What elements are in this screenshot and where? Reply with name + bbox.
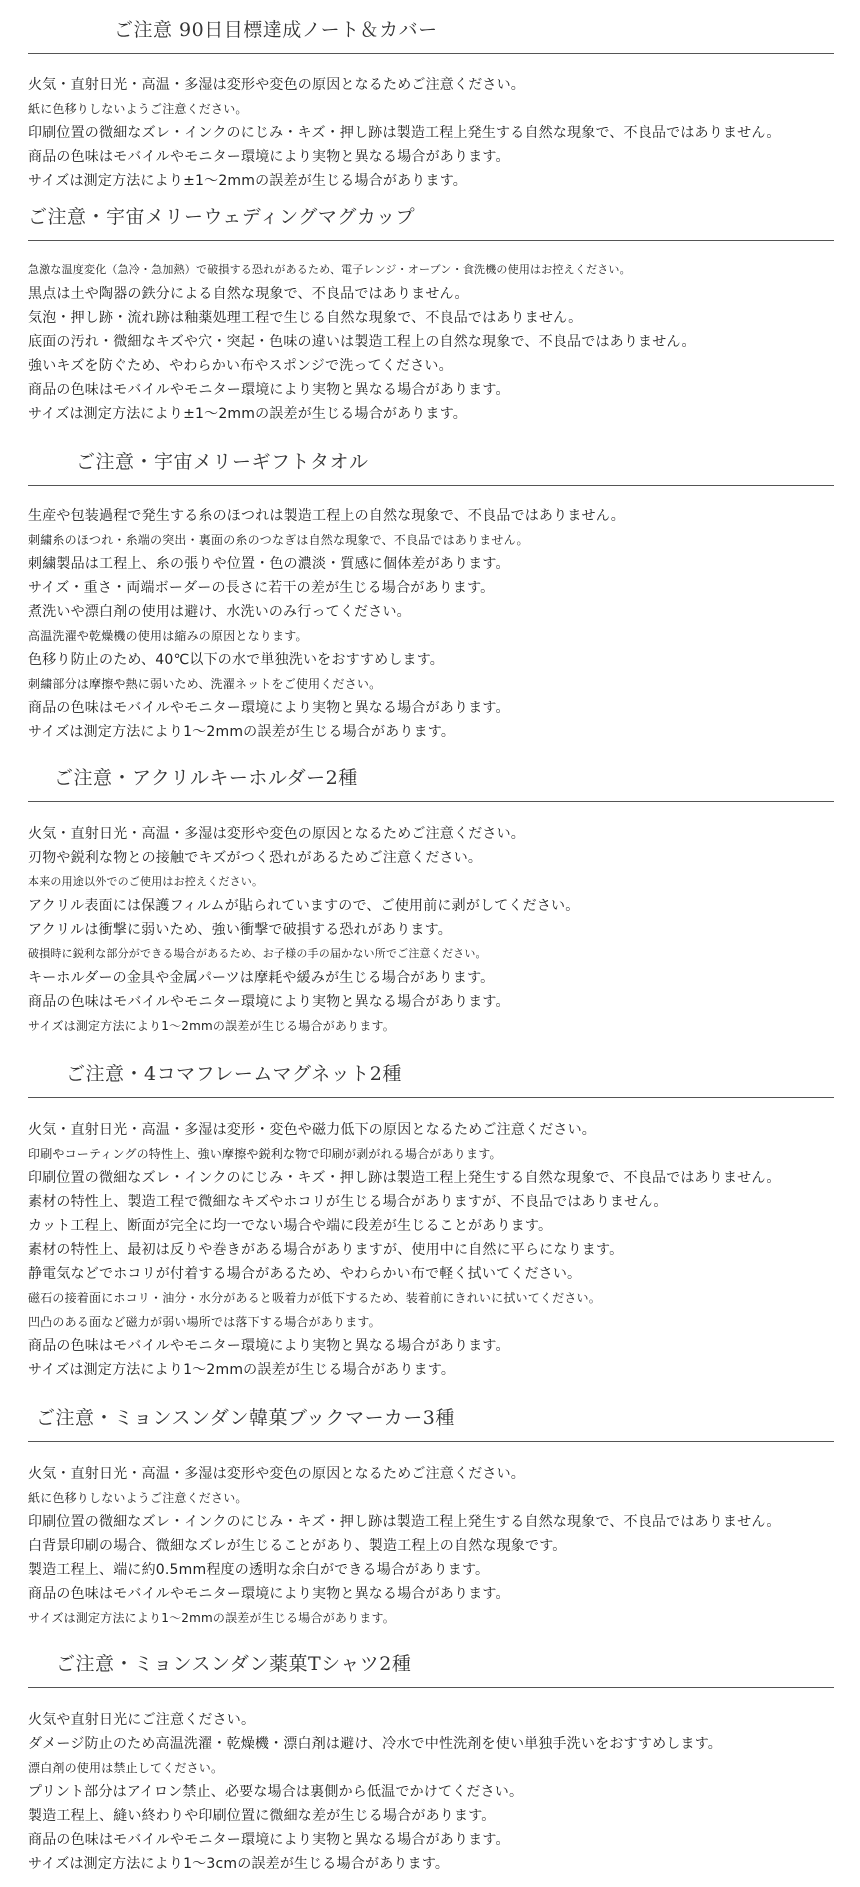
section-title: ご注意 90日目標達成ノート＆カバー [114,19,438,41]
notice-line: キーホルダーの金具や金属パーツは摩耗や緩みが生じる場合があります。 [28,970,495,986]
notice-section-tshirt [28,1648,834,1876]
notice-line: 製造工程上、縫い終わりや印刷位置に微細な差が生じる場合があります。 [28,1808,496,1824]
notice-section-towel [28,446,834,744]
notice-line: サイズは測定方法により1〜2mmの誤差が生じる場合があります。 [28,1611,395,1625]
section-title: ご注意・ミョンスンダン薬菓Tシャツ2種 [56,1653,412,1675]
section-heading [28,1648,834,1688]
section-heading [28,201,834,241]
notice-line: サイズは測定方法により1〜3cmの誤差が生じる場合があります。 [28,1856,450,1872]
section-heading [28,1402,834,1442]
notice-line: サイズは測定方法により±1〜2mmの誤差が生じる場合があります。 [28,173,467,189]
notice-line: 静電気などでホコリが付着する場合があるため、やわらかい布で軽く拭いてください。 [28,1266,582,1282]
notice-line: 強いキズを防ぐため、やわらかい布やスポンジで洗ってください。 [28,358,453,374]
notice-section-notebook [28,14,834,193]
notice-list [28,802,834,1038]
notice-line: 生産や包装過程で発生する糸のほつれは製造工程上の自然な現象で、不良品ではありません。 [28,508,625,524]
notice-line: 印刷位置の微細なズレ・インクのにじみ・キズ・押し跡は製造工程上発生する自然な現象で、不良品ではありません。 [28,125,781,141]
notice-list [28,241,834,426]
section-heading [28,14,834,54]
section-title: ご注意・宇宙メリーギフトタオル [76,451,369,473]
notice-line: 商品の色味はモバイルやモニター環境により実物と異なる場合があります。 [28,700,510,716]
notice-line: 急激な温度変化（急冷・急加熱）で破損する恐れがあるため、電子レンジ・オーブン・食洗機の使用はお控えください。 [28,263,631,276]
notice-line: 高温洗濯や乾燥機の使用は縮みの原因となります。 [28,629,308,643]
section-title: ご注意・宇宙メリーウェディングマグカップ [28,206,416,228]
notice-line: 商品の色味はモバイルやモニター環境により実物と異なる場合があります。 [28,149,510,165]
notice-line: 商品の色味はモバイルやモニター環境により実物と異なる場合があります。 [28,1586,510,1602]
notice-line: 刺繍製品は工程上、糸の張りや位置・色の濃淡・質感に個体差があります。 [28,556,510,572]
section-title: ご注意・4コマフレームマグネット2種 [66,1063,402,1085]
section-heading [28,446,834,486]
notice-list [28,1688,834,1876]
notice-line: 火気・直射日光・高温・多湿は変形や変色の原因となるためご注意ください。 [28,826,525,842]
section-title: ご注意・アクリルキーホルダー2種 [54,767,358,789]
notice-line: 磁石の接着面にホコリ・油分・水分があると吸着力が低下するため、装着前にきれいに拭いてください。 [28,1291,601,1305]
section-heading [28,762,834,802]
notice-line: 素材の特性上、最初は反りや巻きがある場合がありますが、使用中に自然に平らになります。 [28,1242,624,1258]
notice-line: 気泡・押し跡・流れ跡は釉薬処理工程で生じる自然な現象で、不良品ではありません。 [28,310,583,326]
notice-section-magnet [28,1058,834,1382]
section-title: ご注意・ミョンスンダン韓菓ブックマーカー3種 [36,1407,455,1429]
notice-line: 黒点は土や陶器の鉄分による自然な現象で、不良品ではありません。 [28,286,469,302]
notice-line: 刺繍部分は摩擦や熱に弱いため、洗濯ネットをご使用ください。 [28,677,382,691]
notice-line: サイズ・重さ・両端ボーダーの長さに若干の差が生じる場合があります。 [28,580,495,596]
notice-line: 破損時に鋭利な部分ができる場合があるため、お子様の手の届かない所でご注意ください。 [28,947,487,960]
notice-line: 印刷やコーティングの特性上、強い摩擦や鋭利な物で印刷が剥がれる場合があります。 [28,1147,502,1161]
notice-line: 素材の特性上、製造工程で微細なキズやホコリが生じる場合がありますが、不良品ではありません。 [28,1194,668,1210]
notice-line: 紙に色移りしないようご注意ください。 [28,102,248,116]
notice-line: 製造工程上、端に約0.5mm程度の透明な余白ができる場合があります。 [28,1562,490,1578]
notice-line: 刺繍糸のほつれ・糸端の突出・裏面の糸のつなぎは自然な現象で、不良品ではありません。 [28,533,529,547]
notice-line: 紙に色移りしないようご注意ください。 [28,1491,248,1505]
notice-line: 火気・直射日光・高温・多湿は変形・変色や磁力低下の原因となるためご注意ください。 [28,1122,596,1138]
notice-line: サイズは測定方法により1〜2mmの誤差が生じる場合があります。 [28,724,456,740]
notice-list [28,54,834,193]
notice-line: 商品の色味はモバイルやモニター環境により実物と異なる場合があります。 [28,382,510,398]
notice-line: 煮洗いや漂白剤の使用は避け、水洗いのみ行ってください。 [28,604,411,620]
notice-line: サイズは測定方法により±1〜2mmの誤差が生じる場合があります。 [28,406,467,422]
notice-line: プリント部分はアイロン禁止、必要な場合は裏側から低温でかけてください。 [28,1784,524,1800]
notice-line: 漂白剤の使用は禁止してください。 [28,1761,224,1775]
notice-line: 火気・直射日光・高温・多湿は変形や変色の原因となるためご注意ください。 [28,77,525,93]
notice-line: 本来の用途以外でのご使用はお控えください。 [28,875,264,888]
notice-line: 火気や直射日光にご注意ください。 [28,1712,256,1728]
notice-section-bookmarker [28,1402,834,1630]
notice-line: 白背景印刷の場合、微細なズレが生じることがあり、製造工程上の自然な現象です。 [28,1538,567,1554]
notice-line: 色移り防止のため、40℃以下の水で単独洗いをおすすめします。 [28,652,444,668]
section-heading [28,1058,834,1098]
notice-line: 火気・直射日光・高温・多湿は変形や変色の原因となるためご注意ください。 [28,1466,525,1482]
notice-line: アクリルは衝撃に弱いため、強い衝撃で破損する恐れがあります。 [28,922,452,938]
notice-list [28,486,834,744]
notice-line: サイズは測定方法により1〜2mmの誤差が生じる場合があります。 [28,1362,456,1378]
notice-section-keyholder [28,762,834,1038]
notice-line: 商品の色味はモバイルやモニター環境により実物と異なる場合があります。 [28,1832,510,1848]
notice-line: 凹凸のある面など磁力が弱い場所では落下する場合があります。 [28,1315,381,1329]
notice-line: 商品の色味はモバイルやモニター環境により実物と異なる場合があります。 [28,1338,510,1354]
notice-line: サイズは測定方法により1〜2mmの誤差が生じる場合があります。 [28,1019,395,1033]
notice-line: ダメージ防止のため高温洗濯・乾燥機・漂白剤は避け、冷水で中性洗剤を使い単独手洗いをおすすめします。 [28,1736,722,1752]
notice-section-mugcup [28,201,834,426]
notice-line: アクリル表面には保護フィルムが貼られていますので、ご使用前に剥がしてください。 [28,898,580,914]
notice-list [28,1442,834,1630]
notice-line: 印刷位置の微細なズレ・インクのにじみ・キズ・押し跡は製造工程上発生する自然な現象で、不良品ではありません。 [28,1514,781,1530]
notice-list [28,1098,834,1382]
notice-line: 印刷位置の微細なズレ・インクのにじみ・キズ・押し跡は製造工程上発生する自然な現象で、不良品ではありません。 [28,1170,781,1186]
notice-line: 刃物や鋭利な物との接触でキズがつく恐れがあるためご注意ください。 [28,850,483,866]
notice-line: カット工程上、断面が完全に均一でない場合や端に段差が生じることがあります。 [28,1218,553,1234]
notice-line: 底面の汚れ・微細なキズや穴・突起・色味の違いは製造工程上の自然な現象で、不良品ではありません。 [28,334,696,350]
notice-line: 商品の色味はモバイルやモニター環境により実物と異なる場合があります。 [28,994,510,1010]
